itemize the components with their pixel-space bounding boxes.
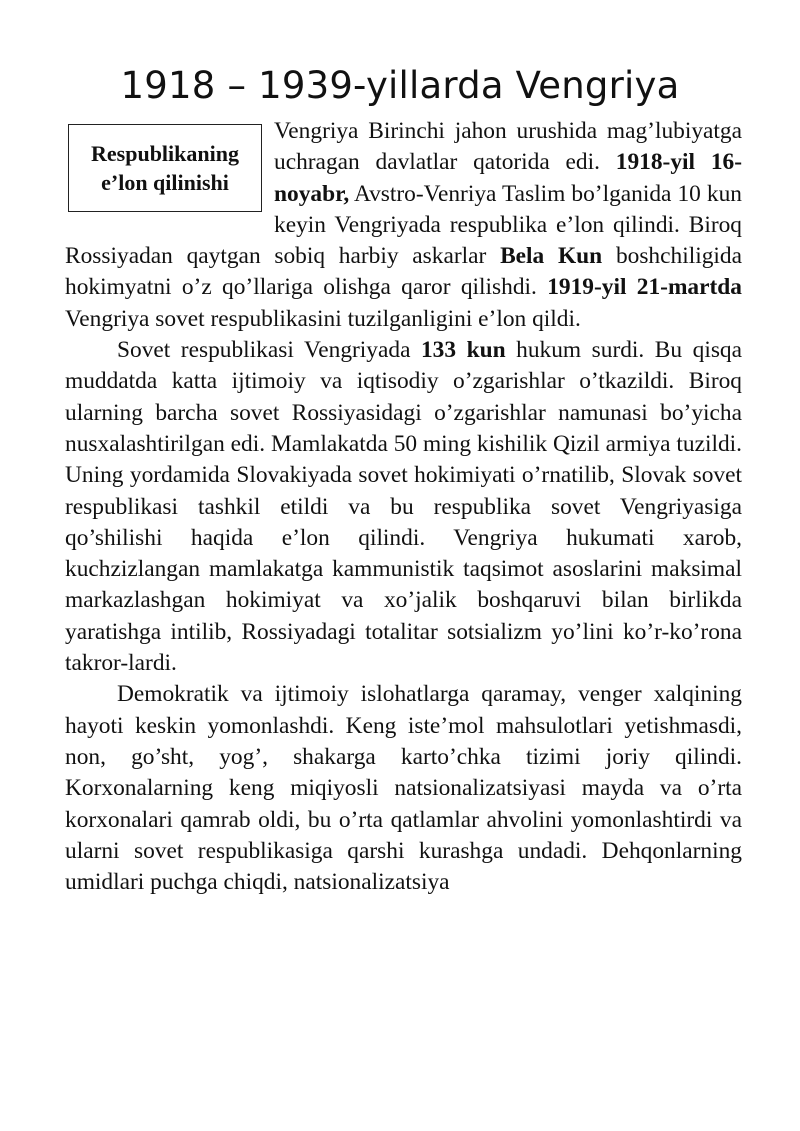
margin-heading-text [91,139,239,197]
text-segment: Vengriya sovet respublikasini tuzilganligini e’lon qildi. [65,305,581,332]
text-segment: hukum surdi. Bu qisqa muddatda katta ijtimoiy va iqtisodiy o’zgarishlar o’tkazildi. Biroq ularning barcha sovet Rossiyasidagi o’zgarishlar namunasi bo’yicha nusxalashtirilgan edi. Mamlakatda 50 ming kishilik Qizil armiya tuzildi. Uning yordamida Slovakiyada sovet hokimiyati o’rnatilib, Slovak sovet respublikasi tashkil etildi va bu respublika sovet Vengriyasiga qo’shilishi haqida e’lon qilindi. Vengriya hukumati xarob, kuchzizlangan mamlakatga kammunistik taqsimot asoslarini maksimal markazlashgan hokimiyat va xo’jalik boshqaruvi bilan birlikda yaratishga intilib, Rossiyadagi totalitar sotsializm yo’lini ko’r-ko’rona takror-lardi. [65,337,742,677]
paragraph [65,335,742,679]
page-title: 1918 – 1939-yillarda Vengriya [120,64,680,107]
paragraph [65,679,742,898]
text-segment: Avstro-Venriya Taslim bo’lganida 10 kun keyin Vengriyada respublika e’lon qilindi. Biroq Rossiyadan qaytgan sobiq harbiy askarlar [65,180,742,270]
document-body [65,116,742,898]
margin-heading-line: e’lon qilinishi [101,170,229,195]
margin-heading-line: Respublikaning [91,141,239,166]
bold-name: Bela Kun [500,243,603,270]
bold-date: 1918-yil 16-noyabr, [274,149,742,207]
text-segment: boshchiligida hokimyatni o’z qo’llariga olishga qaror qilishdi. [65,243,742,301]
text-segment: Sovet respublikasi Vengriyada [117,337,421,364]
text-segment: Demokratik va ijtimoiy islohatlarga qaramay, venger xalqining hayoti keskin yomonlashdi. Keng iste’mol mahsulotlari yetishmasdi, non, go’sht, yog’, shakarga karto’chka tizimi joriy qilindi. Korxonalarning keng miqiyosli natsionalizatsiyasi mayda va o’rta korxonalari qamrab oldi, bu o’rta qatlamlar ahvolini yomonlashtirdi va ularni sovet respublikasiga qarshi kurashga undadi. Dehqonlarning umidlari puchga chiqdi, natsionalizatsiya [65,681,742,896]
margin-heading-box [68,124,262,212]
text-segment: Vengriya Birinchi jahon urushida mag’lubiyatga uchragan davlatlar qatorida edi. [274,118,742,176]
bold-date: 1919-yil 21-martda [547,274,742,301]
bold-duration: 133 kun [420,337,506,364]
